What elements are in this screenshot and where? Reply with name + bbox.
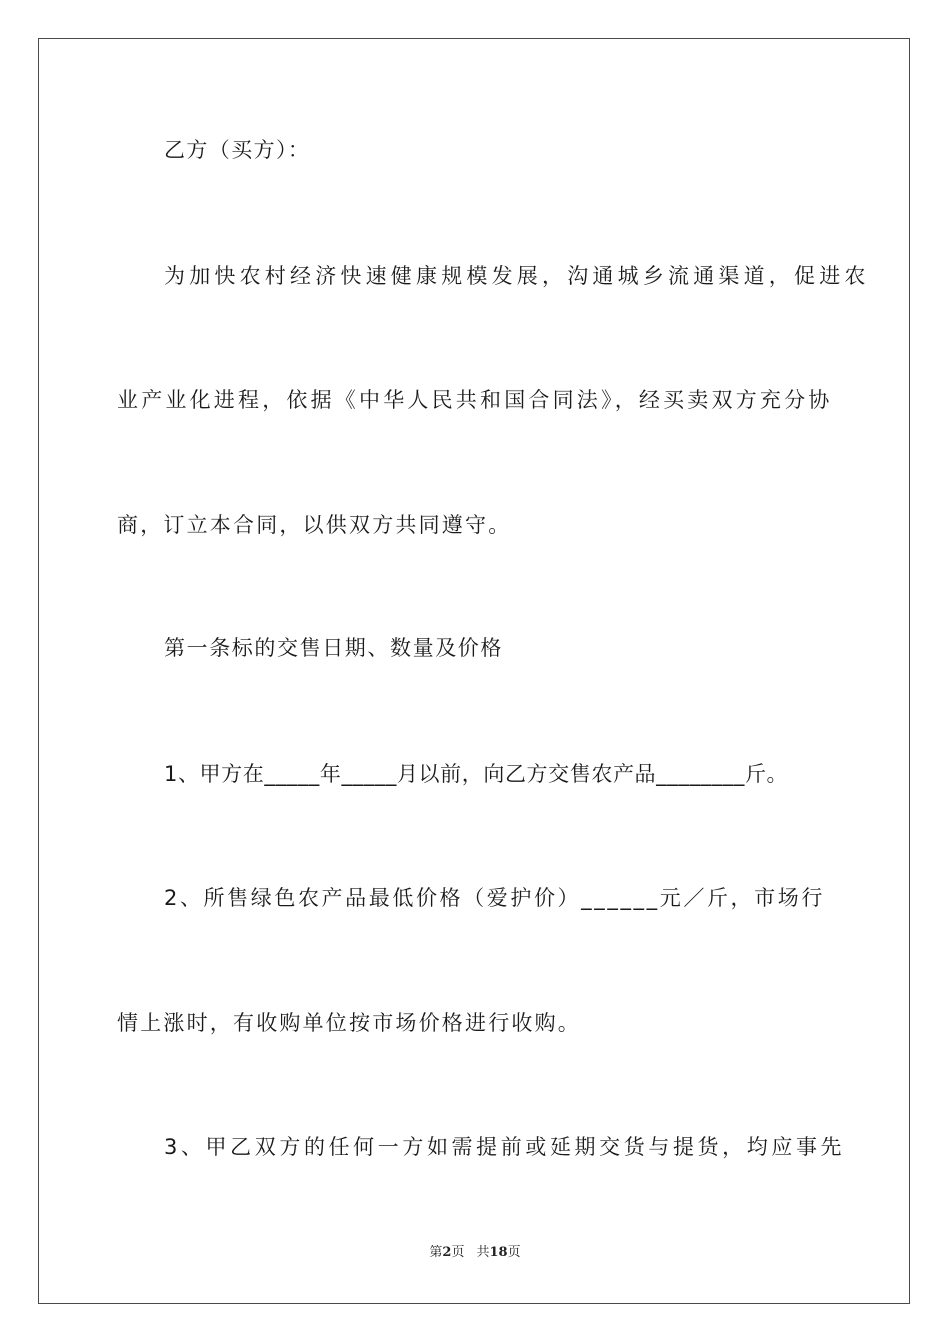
- footer-total-unit: 页: [507, 1245, 521, 1260]
- clause-3-line: 3、甲乙双方的任何一方如需提前或延期交货与提货，均应事先: [164, 1135, 846, 1159]
- footer-page-unit: 页: [451, 1245, 465, 1260]
- footer-page-prefix: 第: [429, 1245, 443, 1260]
- paragraph-line: 商，订立本合同，以供双方共同遵守。: [117, 513, 512, 537]
- clause-2-line: 情上涨时，有收购单位按市场价格进行收购。: [117, 1011, 581, 1035]
- party-b-label: 乙方（买方）：: [164, 138, 311, 162]
- page-border: [38, 38, 910, 1304]
- section-heading: 第一条标的交售日期、数量及价格: [164, 636, 503, 660]
- paragraph-line: 业产业化进程，依据《中华人民共和国合同法》，经买卖双方充分协: [117, 388, 833, 412]
- clause-1: 1、甲方在_____年_____月以前，向乙方交售农产品________斤。: [164, 762, 789, 786]
- clause-2-line: 2、所售绿色农产品最低价格（爱护价）______元／斤，市场行: [164, 886, 825, 910]
- footer-total-prefix: 共: [476, 1245, 490, 1260]
- paragraph-line: 为加快农村经济快速健康规模发展，沟通城乡流通渠道，促进农: [164, 264, 870, 288]
- footer-page-total: 18: [489, 1245, 508, 1260]
- page-footer: [0, 1245, 950, 1261]
- footer-page-current: 2: [442, 1245, 452, 1260]
